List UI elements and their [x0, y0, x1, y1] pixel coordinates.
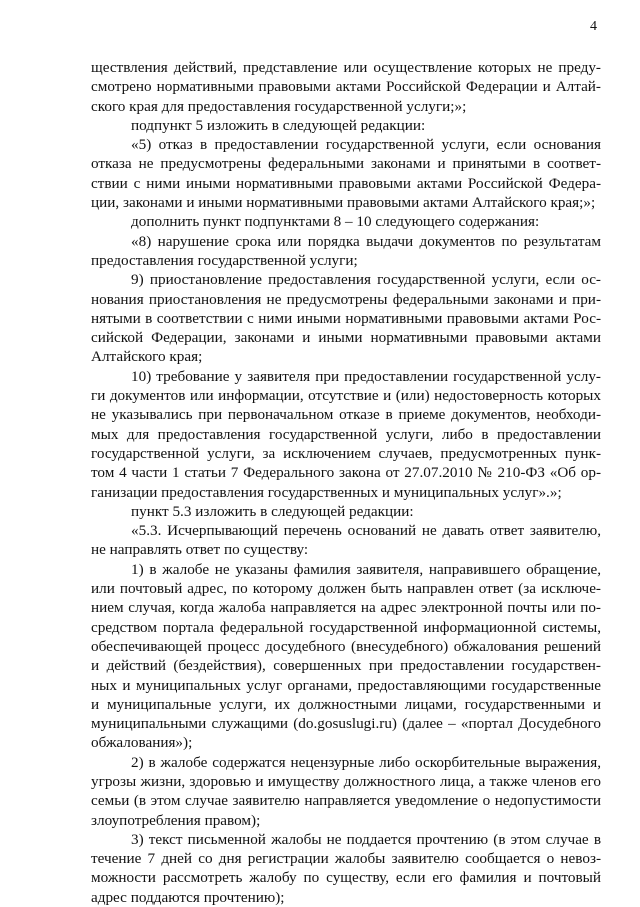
text-line: нятыми в соответствии с ними иными нормативными правовыми актами Рос- — [91, 309, 601, 327]
text-line: адрес поддаются прочтению); — [91, 888, 285, 906]
text-line: 10) требование у заявителя при предоставлении государственной услу- — [131, 367, 601, 385]
text-line: обеспечивающей процесс досудебного (внесудебного) обжалования решений — [91, 637, 601, 655]
text-line: 1) в жалобе не указаны фамилия заявителя, направившего обращение, — [131, 560, 601, 578]
text-line: том 4 части 1 статьи 7 Федерального закона от 27.07.2010 № 210-ФЗ «Об ор- — [91, 464, 601, 482]
text-line: муниципальными служащими (do.gosuslugi.ru) (далее – «портал Досудебного — [91, 715, 601, 733]
text-line: сийской Федерации, законами и иными нормативными правовыми актами — [91, 329, 601, 347]
text-line: «5) отказ в предоставлении государственной услуги, если основания — [131, 136, 601, 154]
text-line: ции, законами и иными нормативными правовыми актами Алтайского края;»; — [91, 194, 596, 212]
document-body — [91, 58, 601, 907]
text-line: не указывались при первоначальном отказе в приеме документов, необходи- — [91, 406, 601, 424]
text-line: мых для предоставления государственной услуги, либо в предоставлении — [91, 425, 601, 443]
text-line: не направлять ответ по существу: — [91, 541, 309, 559]
page-number: 4 — [590, 19, 597, 34]
text-line: подпункт 5 изложить в следующей редакции: — [131, 116, 426, 134]
text-line: ганизации предоставления государственных и муниципальных услуг».»; — [91, 483, 562, 501]
text-line: государственной услуги, за исключением случаев, предусмотренных пунк- — [91, 444, 601, 462]
text-line: смотрено нормативными правовыми актами Российской Федерации и Алтай- — [91, 78, 601, 96]
text-line: ского края для предоставления государственной услуги;»; — [91, 97, 467, 115]
text-line: семьи (в этом случае заявителю направляется уведомление о недопустимости — [91, 792, 601, 810]
text-line: ги документов или информации, отсутствие и (или) недостоверность которых — [91, 387, 601, 405]
text-line: угрозы жизни, здоровью и имуществу должностного лица, а также членов его — [91, 772, 601, 790]
text-line: «8) нарушение срока или порядка выдачи документов по результатам — [131, 232, 601, 250]
text-line: течение 7 дней со дня регистрации жалобы заявителю сообщается о невоз- — [91, 850, 601, 868]
text-line: отказа не предусмотрены федеральными законами и принятыми в соответ- — [91, 155, 601, 173]
text-line: пункт 5.3 изложить в следующей редакции: — [131, 502, 414, 520]
text-line: 2) в жалобе содержатся нецензурные либо оскорбительные выражения, — [131, 753, 601, 771]
text-line: предоставления государственной услуги; — [91, 251, 358, 269]
text-line: средством портала федеральной государственной информационной системы, — [91, 618, 601, 636]
text-line: обжалования»); — [91, 734, 193, 752]
text-line: 9) приостановление предоставления государственной услуги, если ос- — [131, 271, 601, 289]
text-line: Алтайского края; — [91, 348, 203, 366]
text-line: злоупотребления правом); — [91, 811, 261, 829]
text-line: «5.3. Исчерпывающий перечень оснований не давать ответ заявителю, — [131, 522, 601, 540]
text-line: 3) текст письменной жалобы не поддается прочтению (в этом случае в — [131, 830, 601, 848]
text-line: можности рассмотреть жалобу по существу, если его фамилия и почтовый — [91, 869, 601, 887]
text-line: и муниципальные услуги, их должностными лицами, государственными и — [91, 695, 601, 713]
text-line: или почтовый адрес, по которому должен быть направлен ответ (за исключе- — [91, 580, 601, 598]
text-line: дополнить пункт подпунктами 8 – 10 следующего содержания: — [131, 213, 540, 231]
text-line: ных и муниципальных услуг органами, предоставляющими государственные — [91, 676, 601, 694]
text-line: нием случая, когда жалоба направляется на адрес электронной почты или по- — [91, 599, 601, 617]
text-line: и действий (бездействия), совершенных при предоставлении государствен- — [91, 657, 601, 675]
text-line: нования приостановления не предусмотрены федеральными законами и при- — [91, 290, 601, 308]
text-line: ствии с ними иными нормативными правовыми актами Российской Федера- — [91, 174, 601, 192]
text-line: ществления действий, представление или осуществление которых не преду- — [91, 59, 601, 76]
